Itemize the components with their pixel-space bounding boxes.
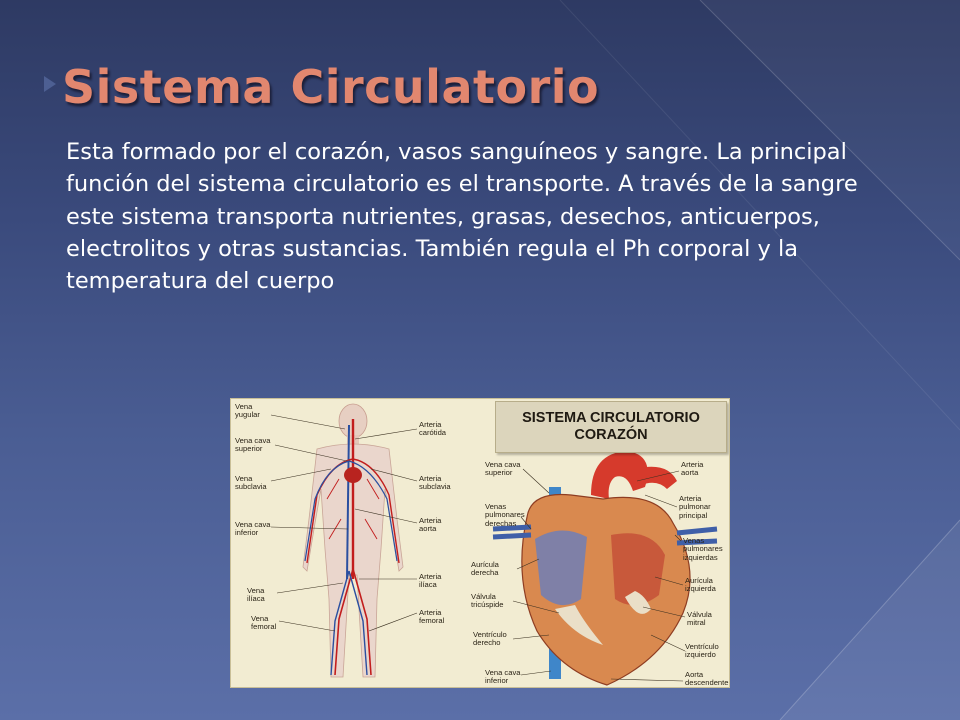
label-venas-pulmonares-derechas: Venas pulmonares derechas <box>485 502 525 528</box>
label-auricula-derecha: Aurícula derecha <box>471 560 499 578</box>
slide-body-text: Esta formado por el corazón, vasos sanguíneos y sangre. La principal función del sistema circulatorio es el transporte. A través de la sangre este sistema transporta nutrientes, grasas, desechos, anticuerpos, electrolitos y otras sustancias. También regula el Ph corporal y la temperatura del cuerpo <box>66 139 858 295</box>
label-vena-cava-superior: Vena cava superior <box>235 436 271 454</box>
figure-title-box <box>495 401 727 453</box>
label-vena-femoral: Vena femoral <box>251 614 277 632</box>
label-arteria-aorta: Arteria aorta <box>419 516 442 534</box>
label-arteria-carotida: Arteria carótida <box>419 420 447 438</box>
label-venas-pulmonares-izquierdas: Venas pulmonares izquierdas <box>683 536 723 562</box>
figure-title-line2: CORAZÓN <box>574 427 648 443</box>
label-heart-vena-cava-superior: Vena cava superior <box>485 460 521 478</box>
human-body-illustration <box>303 404 403 677</box>
label-vena-cava-inferior: Vena cava inferior <box>235 520 271 538</box>
label-vena-subclavia: Vena subclavia <box>235 474 267 492</box>
label-aorta-descendente: Aorta descendente <box>685 670 729 688</box>
label-ventriculo-derecho: Ventrículo derecho <box>473 630 507 648</box>
label-arteria-pulmonar-principal: Arteria pulmonar principal <box>679 494 711 520</box>
label-ventriculo-izquierdo: Ventrículo izquierdo <box>685 642 719 660</box>
label-auricula-izquierda: Aurícula izquierda <box>685 576 716 594</box>
label-heart-arteria-aorta: Arteria aorta <box>681 460 704 478</box>
label-arteria-iliaca: Arteria ilíaca <box>419 572 442 590</box>
heart-illustration <box>493 451 717 685</box>
label-arteria-subclavia: Arteria subclavia <box>419 474 451 492</box>
slide-title: Sistema Circulatorio <box>62 60 600 114</box>
label-valvula-mitral: Válvula mitral <box>687 610 712 628</box>
label-valvula-tricuspide: Válvula tricúspide <box>471 592 504 610</box>
circulatory-system-figure <box>230 398 730 688</box>
chevron-right-icon <box>44 76 56 92</box>
label-heart-vena-cava-inferior: Vena cava inferior <box>485 668 521 686</box>
label-arteria-femoral: Arteria femoral <box>419 608 445 626</box>
label-vena-yugular: Vena yugular <box>235 402 260 420</box>
label-vena-iliaca: Vena ilíaca <box>247 586 265 604</box>
figure-title-line1: SISTEMA CIRCULATORIO <box>522 410 700 426</box>
